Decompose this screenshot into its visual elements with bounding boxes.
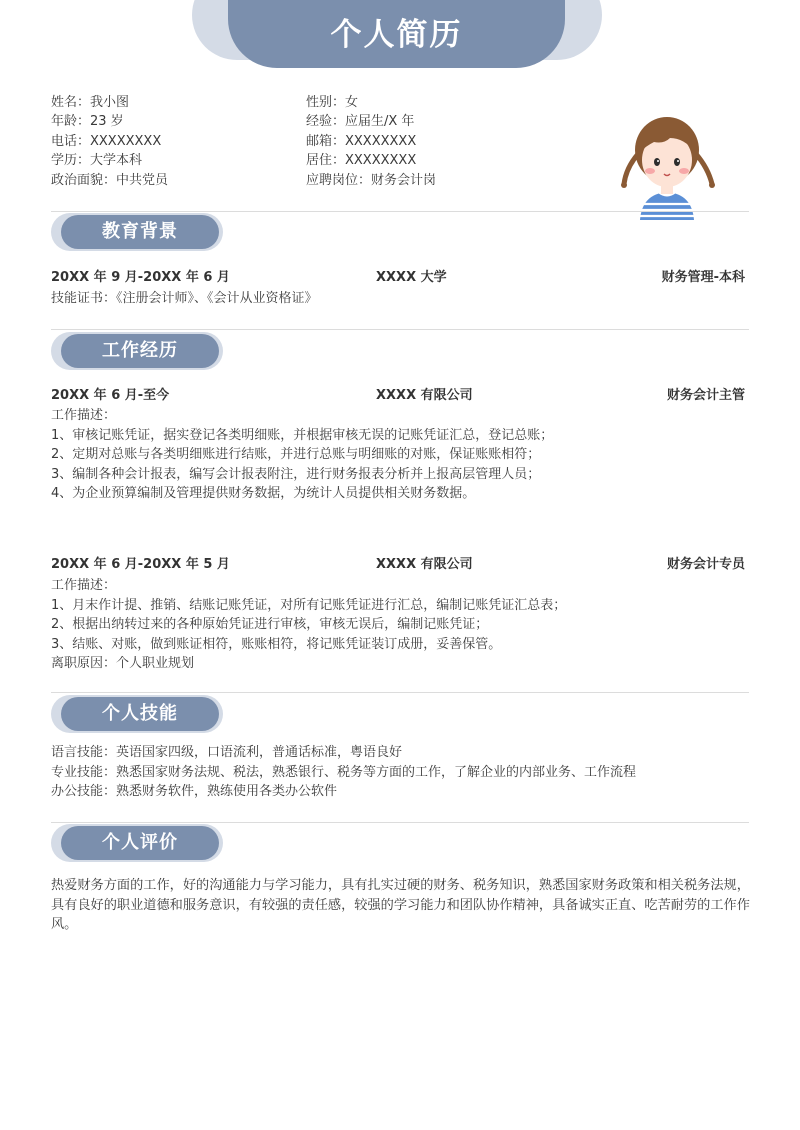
section-work bbox=[51, 332, 226, 370]
job-line: 1、审核记账凭证，据实登记各类明细账，并根据审核无误的记账凭证汇总，登记总账； bbox=[51, 427, 554, 443]
page-title: 个人简历 bbox=[228, 0, 565, 68]
education-row bbox=[51, 266, 749, 286]
info-experience: 经验：应届生/X 年 bbox=[306, 114, 415, 130]
info-political: 政治面貌：中共党员 bbox=[51, 172, 169, 188]
info-phone: 电话：XXXXXXXX bbox=[51, 133, 162, 149]
divider bbox=[51, 692, 749, 693]
education-cert: 技能证书：《注册会计师》、《会计从业资格证》 bbox=[51, 291, 318, 306]
info-name: 姓名：我小图 bbox=[51, 95, 130, 110]
education-school: XXXX 大学 bbox=[376, 270, 447, 285]
section-heading: 工作经历 bbox=[61, 334, 219, 368]
skill-line: 办公技能：熟悉财务软件，熟练使用各类办公软件 bbox=[51, 784, 338, 800]
info-residence: 居住：XXXXXXXX bbox=[306, 153, 417, 169]
job-line: 3、编制各种会计报表，编写会计报表附注，进行财务报表分析并上报高层管理人员； bbox=[51, 466, 541, 482]
skills-list bbox=[51, 743, 749, 802]
job-period: 20XX 年 6 月-20XX 年 5 月 bbox=[51, 557, 230, 572]
job-line: 3、结账、对账，做到账证相符，账账相符，将记账凭证装订成册，妥善保管。 bbox=[51, 636, 502, 652]
job-line: 离职原因：个人职业规划 bbox=[51, 656, 195, 672]
job-line: 1、月末作计提、推销、结账记账凭证，对所有记账凭证进行汇总，编制记账凭证汇总表； bbox=[51, 597, 567, 613]
personal-info-right bbox=[306, 93, 436, 190]
job-position: 财务会计专员 bbox=[666, 557, 745, 572]
job-line: 4、为企业预算编制及管理提供财务数据，为统计人员提供相关财务数据。 bbox=[51, 486, 476, 502]
job-description bbox=[51, 406, 749, 504]
skill-line: 专业技能：熟悉国家财务法规、税法，熟悉银行、税务等方面的工作，了解企业的内部业务、工作流程 bbox=[51, 764, 637, 780]
skill-line: 语言技能：英语国家四级，口语流利，普通话标准，粤语良好 bbox=[51, 745, 403, 760]
job-line: 2、根据出纳转过来的各种原始凭证进行审核，审核无误后，编制记账凭证； bbox=[51, 617, 489, 633]
section-skills bbox=[51, 695, 226, 733]
section-heading: 个人技能 bbox=[61, 697, 219, 731]
section-heading: 教育背景 bbox=[61, 215, 219, 249]
job-company: XXXX 有限公司 bbox=[376, 557, 473, 572]
job-line: 工作描述： bbox=[51, 408, 117, 423]
job-position: 财务会计主管 bbox=[666, 388, 745, 403]
divider bbox=[51, 211, 749, 212]
info-position: 应聘岗位：财务会计岗 bbox=[306, 172, 437, 188]
job-line: 2、定期对总账与各类明细账进行结账，并进行总账与明细账的对账，保证账账相符； bbox=[51, 447, 541, 463]
divider bbox=[51, 329, 749, 330]
job-line: 工作描述： bbox=[51, 578, 117, 593]
info-email: 邮箱：XXXXXXXX bbox=[306, 133, 417, 149]
info-age: 年龄：23 岁 bbox=[51, 114, 124, 130]
job-description bbox=[51, 576, 749, 674]
section-evaluation bbox=[51, 824, 226, 862]
personal-info-left bbox=[51, 93, 168, 190]
education-period: 20XX 年 9 月-20XX 年 6 月 bbox=[51, 270, 230, 285]
job-period: 20XX 年 6 月-至今 bbox=[51, 388, 170, 403]
section-heading: 个人评价 bbox=[61, 826, 219, 860]
job-company: XXXX 有限公司 bbox=[376, 388, 473, 403]
education-details bbox=[51, 289, 749, 309]
evaluation-text: 热爱财务方面的工作，好的沟通能力与学习能力，具有扎实过硬的财务、税务知识，熟悉国家财务政策和相关税务法规，具有良好的职业道德和服务意识，有较强的责任感，较强的学习能力和团队协作精神，具备诚实正直、吃苦耐劳的工作作风。 bbox=[51, 878, 750, 932]
section-education bbox=[51, 213, 226, 251]
avatar-illustration bbox=[618, 108, 716, 220]
info-education: 学历：大学本科 bbox=[51, 153, 143, 169]
job-row bbox=[51, 384, 749, 404]
divider bbox=[51, 822, 749, 823]
education-major: 财务管理-本科 bbox=[661, 270, 745, 285]
info-gender: 性别：女 bbox=[306, 95, 359, 110]
job-row bbox=[51, 553, 749, 573]
